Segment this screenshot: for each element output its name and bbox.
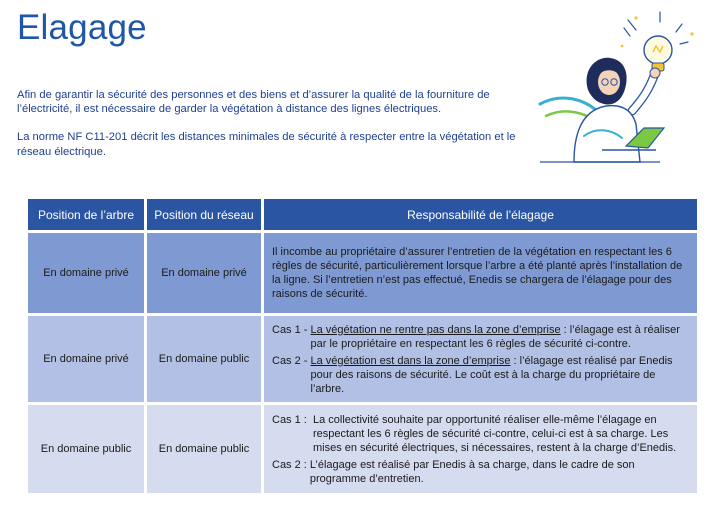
case-2 <box>272 354 689 396</box>
cell-network-position: En domaine public <box>147 316 261 402</box>
cell-network-position: En domaine privé <box>147 233 261 313</box>
case-condition: La végétation est dans la zone d’emprise <box>310 354 511 367</box>
cell-tree-position: En domaine privé <box>28 233 144 313</box>
case-label: Cas 2 : <box>272 458 310 471</box>
cell-responsibility: Il incombe au propriétaire d’assurer l’entretien de la végétation en respectant les 6 règles de sécurité, particulièrement lorsque l’arbre a été planté après l’installation de la ligne. Si l’entretien n’est pas effectué, Enedis se chargera de l’élagage pour des raisons de sécurité. <box>264 233 697 313</box>
case-label: Cas 1 : <box>272 413 313 426</box>
table-row <box>28 233 697 313</box>
case-condition: La végétation ne rentre pas dans la zone d’emprise <box>310 323 561 336</box>
page-title: Elagage <box>17 8 147 47</box>
table-row <box>28 405 697 493</box>
case-2 <box>272 458 689 486</box>
case-detail: : l’élagage est à réaliser par le propriétaire en respectant les 6 règles de sécurité ci-contre. <box>310 323 680 350</box>
intro-paragraph-2: La norme NF C11-201 décrit les distances minimales de sécurité à respecter entre la végétation et le réseau électrique. <box>17 131 516 158</box>
cell-responsibility <box>264 405 697 493</box>
woman-with-lightbulb-and-laptop-icon <box>532 6 712 166</box>
case-label: Cas 1 - <box>272 323 311 336</box>
cell-network-position: En domaine public <box>147 405 261 493</box>
cell-tree-position: En domaine privé <box>28 316 144 402</box>
table-row <box>28 316 697 402</box>
case-1 <box>272 323 689 351</box>
pruning-responsibility-table <box>25 196 700 496</box>
case-label: Cas 2 - <box>272 354 311 367</box>
case-detail: : l’élagage est réalisé par Enedis pour des raisons de sécurité. Le coût est à la charge du propriétaire de l’arbre. <box>310 354 673 395</box>
intro-text <box>17 88 517 173</box>
intro-paragraph-1: Afin de garantir la sécurité des personnes et des biens et d’assurer la qualité de la fourniture de l’électricité, il est nécessaire de garder la végétation à distance des lignes électriques. <box>17 89 490 116</box>
case-1 <box>272 413 689 455</box>
table-header-row <box>28 199 697 230</box>
case-text <box>311 323 689 351</box>
header-tree-position: Position de l’arbre <box>28 199 144 230</box>
case-text: L’élagage est réalisé par Enedis à sa charge, dans le cadre de son programme d’entretien. <box>309 458 635 485</box>
cell-responsibility <box>264 316 697 402</box>
header-responsibility: Responsabilité de l’élagage <box>264 199 697 230</box>
header-network-position: Position du réseau <box>147 199 261 230</box>
case-text: La collectivité souhaite par opportunité réaliser elle-même l’élagage en respectant les 6 règles de sécurité ci-contre, celui-ci est à sa charge. Les mises en sécurité électriques, si nécessaires, restent à la charge d’Enedis. <box>312 413 677 454</box>
case-text <box>311 354 689 396</box>
cell-tree-position: En domaine public <box>28 405 144 493</box>
